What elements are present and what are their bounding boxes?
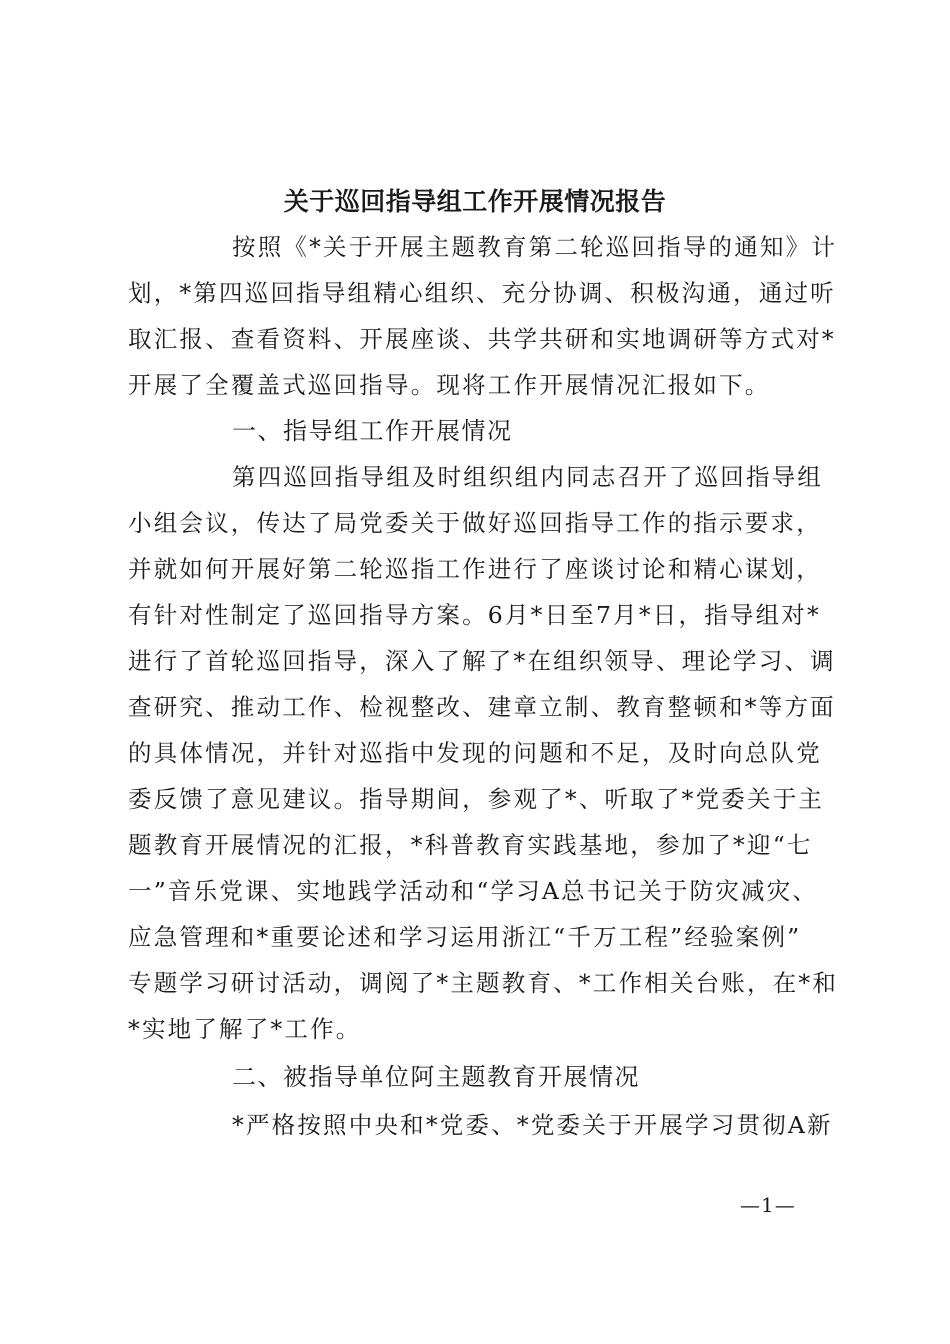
text-line: 的具体情况，并针对巡指中发现的问题和不足，及时向总队党 [128, 739, 822, 767]
intro-paragraph [128, 224, 838, 408]
text-line: 专题学习研讨活动，调阅了*主题教育、*工作相关台账，在*和 [128, 969, 839, 997]
text-line: 有针对性制定了巡回指导方案。6月*日至7月*日，指导组对* [128, 601, 821, 629]
section-heading-2 [128, 1054, 828, 1100]
text-line: 划，*第四巡回指导组精心组织、充分协调、积极沟通，通过听 [128, 279, 836, 307]
section-heading-1 [128, 408, 828, 454]
page-number: —1— [740, 1193, 796, 1217]
text-line: 应急管理和*重要论述和学习运用浙江“千万工程”经验案例” [128, 923, 802, 951]
text-line: 按照《*关于开展主题教育第二轮巡回指导的通知》计 [232, 233, 838, 261]
text-line: 题教育开展情况的汇报，*科普教育实践基地，参加了*迎“七 [128, 831, 813, 859]
text-line: 开展了全覆盖式巡回指导。现将工作开展情况汇报如下。 [128, 371, 771, 399]
text-line: 取汇报、查看资料、开展座谈、共学共研和实地调研等方式对* [128, 325, 836, 353]
text-line: 并就如何开展好第二轮巡指工作进行了座谈讨论和精心谋划， [128, 555, 822, 583]
document-title: 关于巡回指导组工作开展情况报告 [283, 187, 667, 216]
text-line: *严格按照中央和*党委、*党委关于开展学习贯彻A新 [232, 1111, 833, 1139]
text-line: 查研究、推动工作、检视整改、建章立制、教育整顿和*等方面 [128, 693, 836, 721]
text-line: 小组会议，传达了局党委关于做好巡回指导工作的指示要求， [128, 509, 822, 537]
text-line: 进行了首轮巡回指导，深入了解了*在组织领导、理论学习、调 [128, 647, 836, 675]
text-line: 一”音乐党课、实地践学活动和“学习A总书记关于防灾减灾、 [128, 877, 819, 905]
text-line: *实地了解了*工作。 [128, 1015, 362, 1043]
text-line: 委反馈了意见建议。指导期间，参观了*、听取了*党委关于主 [128, 785, 825, 813]
text-line: 第四巡回指导组及时组织组内同志召开了巡回指导组 [232, 463, 824, 491]
section-heading-text: 二、被指导单位阿主题教育开展情况 [232, 1063, 640, 1091]
section-heading-text: 一、指导组工作开展情况 [232, 417, 513, 445]
section-2-paragraph [128, 1102, 833, 1148]
section-1-paragraph [128, 454, 839, 1052]
